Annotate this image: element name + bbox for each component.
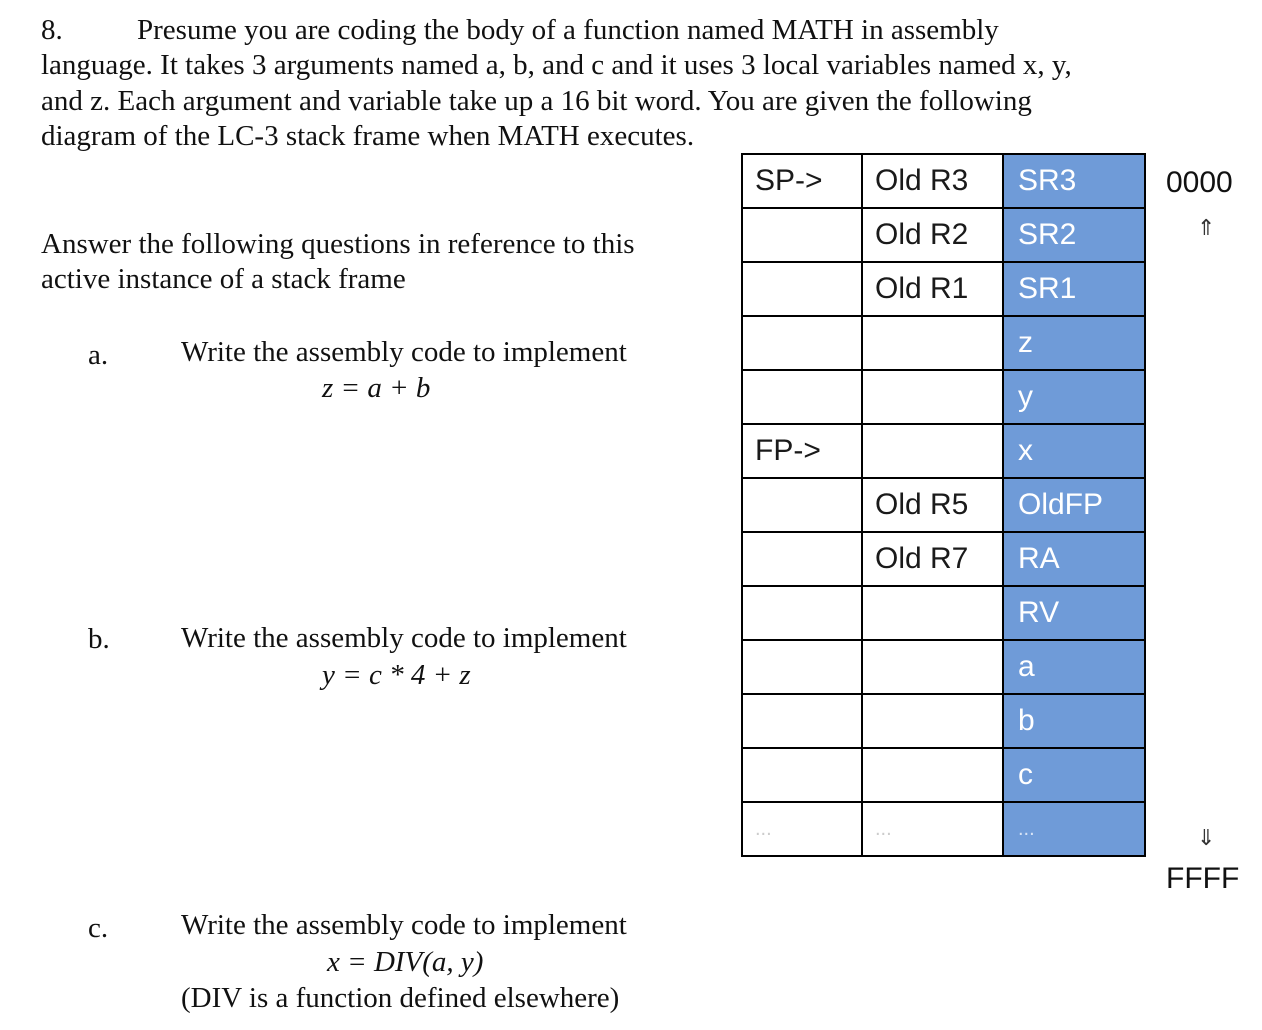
saved-register-cell: Old R3: [862, 154, 1003, 208]
intro-line-1: Presume you are coding the body of a function named MATH in assembly: [137, 14, 999, 46]
answer-line-1: Answer the following questions in reference to this: [41, 228, 635, 260]
saved-register-cell: [862, 370, 1003, 424]
frame-slot-cell: a: [1003, 640, 1145, 694]
frame-slot-cell: y: [1003, 370, 1145, 424]
intro-line-4: diagram of the LC-3 stack frame when MATH executes.: [41, 120, 695, 152]
stack-row: [742, 316, 1145, 370]
frame-slot-cell: RA: [1003, 532, 1145, 586]
stack-row: [742, 370, 1145, 424]
down-arrow-icon: ⇓: [1197, 826, 1216, 851]
stack-pointer-cell: [742, 316, 862, 370]
stack-pointer-cell: [742, 640, 862, 694]
address-bottom: FFFF: [1166, 862, 1240, 895]
stack-row: [742, 802, 1145, 856]
frame-slot-cell: b: [1003, 694, 1145, 748]
saved-register-cell: Old R7: [862, 532, 1003, 586]
saved-register-cell: [862, 640, 1003, 694]
stack-row: [742, 208, 1145, 262]
stack-row: [742, 694, 1145, 748]
stack-pointer-cell: [742, 370, 862, 424]
answer-line-2: active instance of a stack frame: [41, 263, 406, 295]
frame-slot-cell: RV: [1003, 586, 1145, 640]
part-a-equation: z = a + b: [322, 372, 431, 404]
frame-slot-cell: SR2: [1003, 208, 1145, 262]
part-c-note: (DIV is a function defined elsewhere): [181, 982, 620, 1014]
part-b-equation: y = c * 4 + z: [322, 659, 471, 691]
intro-line-3: and z. Each argument and variable take up a 16 bit word. You are given the following: [41, 85, 1032, 117]
stack-pointer-cell: [742, 208, 862, 262]
stack-row: [742, 532, 1145, 586]
saved-register-cell: [862, 694, 1003, 748]
frame-slot-cell: x: [1003, 424, 1145, 478]
up-arrow-icon: ⇑: [1197, 216, 1216, 241]
stack-row: [742, 154, 1145, 208]
stack-pointer-cell: ...: [742, 802, 862, 856]
saved-register-cell: [862, 316, 1003, 370]
frame-slot-cell: SR3: [1003, 154, 1145, 208]
question-number: 8.: [41, 14, 63, 46]
stack-rows: [742, 154, 1145, 856]
frame-slot-cell: ...: [1003, 802, 1145, 856]
stack-frame-diagram: [741, 153, 1146, 857]
stack-row: [742, 262, 1145, 316]
stack-pointer-cell: [742, 586, 862, 640]
address-top: 0000: [1166, 166, 1233, 199]
stack-row: [742, 640, 1145, 694]
part-b-text: Write the assembly code to implement: [181, 622, 627, 654]
part-c-equation: x = DIV(a, y): [327, 946, 484, 978]
stack-pointer-cell: [742, 262, 862, 316]
frame-slot-cell: c: [1003, 748, 1145, 802]
part-c-text: Write the assembly code to implement: [181, 909, 627, 941]
saved-register-cell: [862, 748, 1003, 802]
part-a-text: Write the assembly code to implement: [181, 336, 627, 368]
stack-pointer-cell: [742, 532, 862, 586]
stack-row: [742, 586, 1145, 640]
intro-line-2: language. It takes 3 arguments named a, b, and c and it uses 3 local variables named x, y,: [41, 49, 1072, 81]
stack-pointer-cell: [742, 478, 862, 532]
saved-register-cell: Old R5: [862, 478, 1003, 532]
saved-register-cell: ...: [862, 802, 1003, 856]
stack-pointer-cell: [742, 748, 862, 802]
stack-pointer-cell: [742, 694, 862, 748]
part-c-label: c.: [88, 912, 109, 944]
frame-slot-cell: OldFP: [1003, 478, 1145, 532]
frame-slot-cell: SR1: [1003, 262, 1145, 316]
part-b-label: b.: [88, 623, 110, 655]
part-a-label: a.: [88, 339, 109, 371]
stack-pointer-cell: FP->: [742, 424, 862, 478]
saved-register-cell: Old R2: [862, 208, 1003, 262]
stack-pointer-cell: SP->: [742, 154, 862, 208]
saved-register-cell: Old R1: [862, 262, 1003, 316]
stack-row: [742, 478, 1145, 532]
saved-register-cell: [862, 424, 1003, 478]
saved-register-cell: [862, 586, 1003, 640]
frame-slot-cell: z: [1003, 316, 1145, 370]
stack-row: [742, 748, 1145, 802]
stack-row: [742, 424, 1145, 478]
